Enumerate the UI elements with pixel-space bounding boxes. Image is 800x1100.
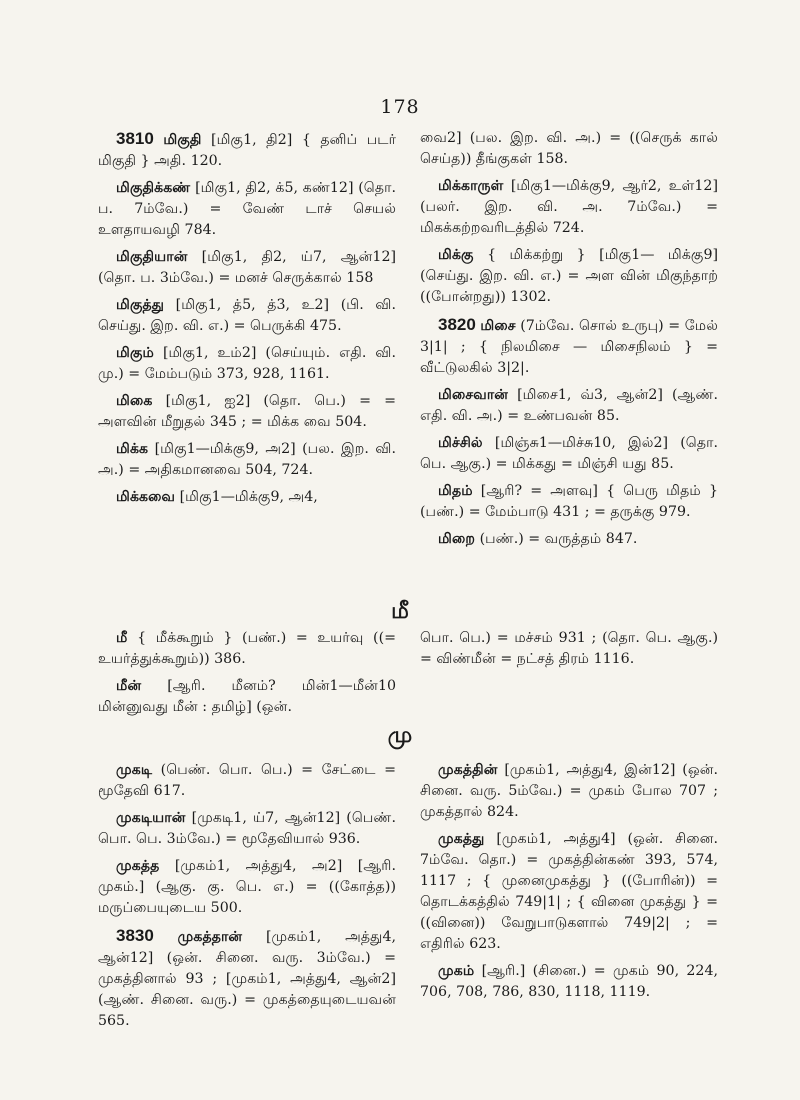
definition: [மிகு1, தி2, க்5, கண்12] (தொ. ப. 7ம்வே.) = வேண் டாச் செயல் உளதாயவழி 784. xyxy=(98,180,396,238)
dictionary-entry xyxy=(420,529,718,550)
left-column xyxy=(98,760,396,1038)
dictionary-entry xyxy=(420,961,718,1003)
headword: மிகுத்து xyxy=(116,297,165,313)
headword: முகடி xyxy=(116,762,153,778)
headword: மீன் xyxy=(116,678,142,694)
dictionary-entry xyxy=(98,760,396,802)
headword: மிக்கு xyxy=(438,247,474,263)
headword: முகத்து xyxy=(438,831,485,847)
definition: [மிகு1—மிக்கு9, ஆர்2, உள்12] (பலர். இற. வி. அ. 7ம்வே.) = மிகக்கற்றவரிடத்தில் 724. xyxy=(420,178,718,236)
headword: மிசைவான் xyxy=(438,387,508,403)
dictionary-entry xyxy=(98,343,396,385)
headword: மிக்காருள் xyxy=(438,178,504,194)
definition: பொ. பெ.) = மச்சம் 931 ; (தொ. பெ. ஆகு.) = விண்மீன் = நட்சத் திரம் 1116. xyxy=(420,630,718,667)
dictionary-entry xyxy=(98,487,396,508)
section-heading-mu: மு xyxy=(387,722,413,748)
dictionary-entry xyxy=(98,128,396,172)
headword: மிகை xyxy=(116,393,153,409)
dictionary-entry xyxy=(420,314,718,379)
definition: [மிகு1—மிக்கு9, அ2] (பல. இற. வி. அ.) = அதிகமானவை 504, 724. xyxy=(98,441,396,478)
headword: மிசை xyxy=(480,318,516,334)
headword: மிக்க xyxy=(116,441,149,457)
page-number: 178 xyxy=(380,96,420,118)
section-heading-mee: மீ xyxy=(391,598,409,624)
right-column xyxy=(420,128,718,556)
entry-number: 3810 xyxy=(116,129,154,148)
definition: [மிசை1, வ்3, ஆன்2] (ஆண். எதி. வி. அ.) = உண்பவன் 85. xyxy=(420,387,719,424)
definition: [மிகு1, த்5, த்3, உ2] (பி. வி. செய்து. இற. வி. எ.) = பெருக்கி 475. xyxy=(98,297,396,334)
dictionary-entry xyxy=(98,925,396,1032)
left-column xyxy=(98,128,396,556)
definition: { மீக்கூறும் } (பண்.) = உயர்வு ((= உயர்த்துக்கூறும்)) 386. xyxy=(98,630,396,667)
dictionary-entry xyxy=(420,433,718,475)
headword: மீ xyxy=(116,630,128,646)
definition: [மிகு1, தி2] { தனிப் படர் மிகுதி } அதி. 120. xyxy=(98,132,396,169)
section-mu xyxy=(98,760,718,1038)
headword: முகம் xyxy=(438,963,475,979)
entry-number: 3830 xyxy=(116,926,154,945)
headword: மிறை xyxy=(438,531,476,547)
headword: மிகுதியான் xyxy=(116,249,188,265)
definition: [முகம்1, அத்து4, அ2] [ஆரி. முகம்.] (ஆகு. கு. பெ. எ.) = ((கோத்த)) மருப்பையுடைய 500. xyxy=(98,858,396,916)
dictionary-entry xyxy=(420,481,718,523)
definition: [மிகு1, உம்2] (செய்யும். எதி. வி. மு.) = மேம்படும் 373, 928, 1161. xyxy=(98,345,396,382)
dictionary-entry xyxy=(420,760,718,823)
definition: [முகம்1, அத்து4, ஆன்12] (ஒன். சினை. வரு. 3ம்வே.) = முகத்தினால் 93 ; [முகம்1, அத்து4, ஆன்2] (ஆண். சினை. வரு.) = முகத்தையுடையவன் 565. xyxy=(98,929,396,1029)
headword: மிச்சில் xyxy=(438,435,483,451)
headword: முகத்த xyxy=(116,858,160,874)
headword: மிகுதி xyxy=(163,132,202,148)
dictionary-entry xyxy=(98,295,396,337)
right-column xyxy=(420,760,718,1038)
definition: [ஆரி? = அளவு] { பெரு மிதம் } (பண்.) = மேம்பாடு 431 ; = தருக்கு 979. xyxy=(420,483,718,520)
dictionary-entry xyxy=(98,808,396,850)
dictionary-entry xyxy=(98,856,396,919)
definition: (7ம்வே. சொல் உருபு) = மேல் 3|1| ; { நிலமிசை — மிசைநிலம் } = வீட்டுலகில் 3|2|. xyxy=(420,318,719,376)
dictionary-entry xyxy=(98,247,396,289)
section-mee xyxy=(98,628,718,724)
definition: [மிகு1, தி2, ய்7, ஆன்12] (தொ. ப. 3ம்வே.) = மனச் செருக்கால் 158 xyxy=(98,249,396,286)
definition: { மிக்கற்று } [மிகு1— மிக்கு9] (செய்து. இற. வி. எ.) = அள வின் மிகுந்தாற் ((போன்றது)) 1302. xyxy=(420,247,719,305)
definition: [முகம்1, அத்து4, இன்12] (ஒன். சினை. வரு. 5ம்வே.) = முகம் போல 707 ; முகத்தால் 824. xyxy=(420,762,718,820)
dictionary-entry xyxy=(98,628,396,670)
dictionary-entry xyxy=(420,385,718,427)
section-mi xyxy=(98,128,718,556)
dictionary-entry xyxy=(420,628,718,670)
headword: முகத்தான் xyxy=(177,929,243,945)
definition: [முகம்1, அத்து4] (ஒன். சினை. 7ம்வே. தொ.) = முகத்தின்கண் 393, 574, 1117 ; { முனைமுகத்து } ((போரின்)) = தொடக்கத்தில் 749|1| ; { வினை முகத்து } = ((வினை)) வேறுபாடுகளால் 749|2| ; = எதிரில் 623. xyxy=(420,831,718,952)
definition: [மிகு1—மிக்கு9, அ4, xyxy=(179,489,318,505)
headword: மிதம் xyxy=(438,483,473,499)
definition: [ஆரி. மீனம்? மின்1—மீன்10 மின்னுவது மீன் : தமிழ்] (ஒன். xyxy=(98,678,396,715)
definition: (பெண். பொ. பெ.) = சேட்டை = மூதேவி 617. xyxy=(98,762,396,799)
dictionary-entry xyxy=(420,829,718,955)
dictionary-entry xyxy=(98,439,396,481)
entry-number: 3820 xyxy=(438,315,476,334)
definition: (பண்.) = வருத்தம் 847. xyxy=(479,531,638,547)
dictionary-entry xyxy=(420,245,718,308)
dictionary-entry xyxy=(98,676,396,718)
dictionary-entry xyxy=(98,178,396,241)
headword: மிகும் xyxy=(116,345,154,361)
definition: [முகடி1, ய்7, ஆன்12] (பெண். பொ. பெ. 3ம்வே.) = மூதேவியால் 936. xyxy=(98,810,396,847)
headword: மிகுதிக்கண் xyxy=(116,180,191,196)
dictionary-entry xyxy=(420,128,718,170)
right-column xyxy=(420,628,718,724)
headword: முகடியான் xyxy=(116,810,186,826)
dictionary-entry xyxy=(420,176,718,239)
left-column xyxy=(98,628,396,724)
definition: [மிஞ்சு1—மிச்சு10, இல்2] (தொ. பெ. ஆகு.) = மிக்கது = மிஞ்சி யது 85. xyxy=(420,435,718,472)
definition: [மிகு1, ஐ2] (தொ. பெ.) = = அளவின் மீறுதல் 345 ; = மிக்க வை 504. xyxy=(98,393,396,430)
dictionary-entry xyxy=(98,391,396,433)
definition: வை2] (பல. இற. வி. அ.) = ((செருக் கால் செய்த)) தீங்குகள் 158. xyxy=(420,130,718,167)
headword: முகத்தின் xyxy=(438,762,498,778)
headword: மிக்கவை xyxy=(116,489,176,505)
definition: [ஆரி.] (சினை.) = முகம் 90, 224, 706, 708, 786, 830, 1118, 1119. xyxy=(420,963,718,1000)
